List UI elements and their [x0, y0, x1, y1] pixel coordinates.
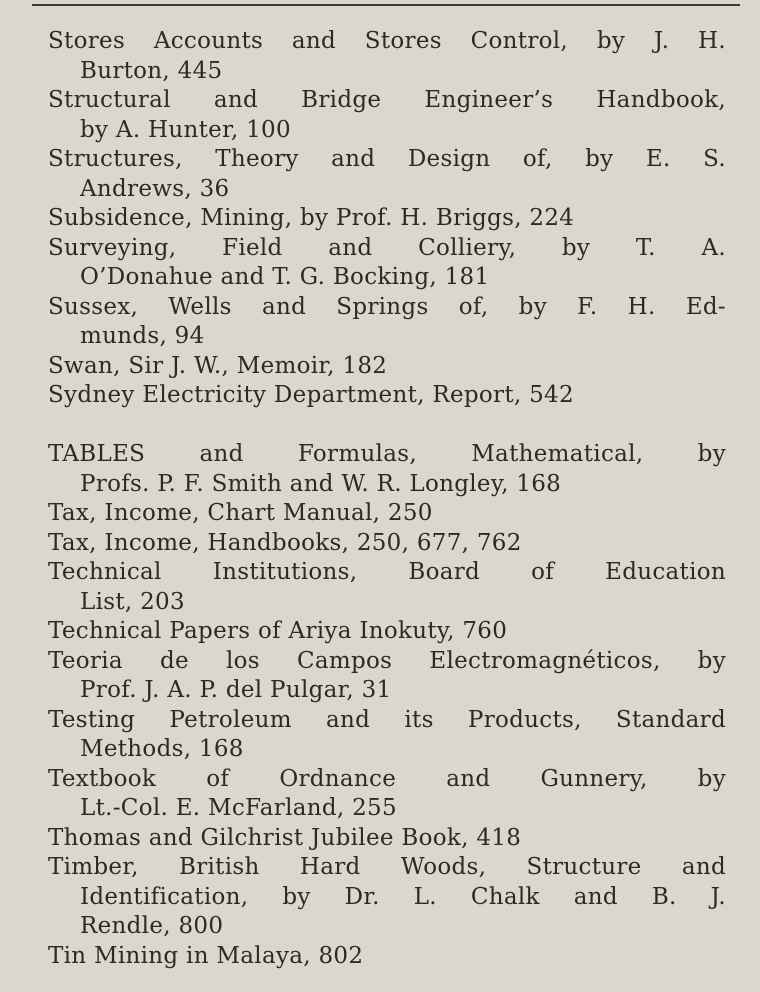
index-entry — [48, 824, 726, 854]
entry-continuation-line: Prof. J. A. P. del Pulgar, 31 — [80, 677, 392, 703]
top-rule — [32, 4, 740, 6]
entry-line: Technical Institutions, Board of Education — [48, 559, 726, 585]
entry-line: Surveying, Field and Colliery, by T. A. — [48, 234, 726, 261]
entry-line: Tax, Income, Handbooks, 250, 677, 762 — [48, 529, 522, 556]
entry-continuation-line: List, 203 — [80, 588, 185, 615]
index-entry — [48, 853, 726, 942]
index-entry — [48, 381, 726, 411]
section-gap — [48, 411, 726, 441]
entry-continuation-line: O’Donahue and T. G. Bocking, 181 — [80, 264, 490, 290]
index-entry — [48, 352, 726, 382]
entry-line: Tin Mining in Malaya, 802 — [48, 942, 364, 969]
index-entry — [48, 706, 726, 765]
index-entry — [48, 617, 726, 647]
entry-line: Structures, Theory and Design of, by E. S. — [48, 146, 726, 172]
index-listing — [48, 27, 726, 971]
index-entry — [48, 27, 726, 86]
entry-line: Testing Petroleum and its Products, Standard — [48, 706, 726, 733]
entry-line: Tax, Income, Chart Manual, 250 — [48, 500, 433, 526]
entry-line: Swan, Sir J. W., Memoir, 182 — [48, 352, 388, 379]
index-entry — [48, 145, 726, 204]
index-entry — [48, 86, 726, 145]
index-entry — [48, 765, 726, 824]
entry-continuation-line: Lt.-Col. E. McFarland, 255 — [80, 795, 397, 821]
entry-line: Subsidence, Mining, by Prof. H. Briggs, 224 — [48, 205, 575, 231]
entry-line: Thomas and Gilchrist Jubilee Book, 418 — [48, 824, 522, 851]
entry-continuation-line: Identification, by Dr. L. Chalk and B. J. — [80, 883, 726, 910]
entry-line: Structural and Bridge Engineer’s Handbook, — [48, 87, 726, 113]
entry-line: Teoria de los Campos Electromagnéticos, by — [48, 647, 726, 674]
entry-line: Textbook of Ordnance and Gunnery, by — [48, 765, 726, 792]
index-entry — [48, 293, 726, 352]
entry-line: TABLES and Formulas, Mathematical, by — [48, 441, 726, 467]
index-entry — [48, 558, 726, 617]
index-entry — [48, 499, 726, 529]
entry-line: Timber, British Hard Woods, Structure and — [48, 854, 726, 880]
entry-continuation-line: Profs. P. F. Smith and W. R. Longley, 168 — [80, 470, 562, 497]
entry-line: Technical Papers of Ariya Inokuty, 760 — [48, 618, 508, 644]
entry-continuation-line: by A. Hunter, 100 — [80, 116, 291, 143]
index-entry — [48, 204, 726, 234]
entry-continuation-line: Rendle, 800 — [80, 913, 224, 939]
index-entry — [48, 234, 726, 293]
entry-line: Sydney Electricity Department, Report, 542 — [48, 382, 574, 408]
entry-continuation-line: munds, 94 — [80, 323, 205, 349]
index-entry — [48, 647, 726, 706]
index-entry — [48, 440, 726, 499]
entry-continuation-line: Methods, 168 — [80, 736, 244, 762]
entry-continuation-line: Burton, 445 — [80, 57, 223, 84]
entry-continuation-line: Andrews, 36 — [80, 175, 230, 202]
index-entry — [48, 529, 726, 559]
index-entry — [48, 942, 726, 972]
entry-line: Sussex, Wells and Springs of, by F. H. Ed- — [48, 293, 726, 320]
entry-line: Stores Accounts and Stores Control, by J. H. — [48, 28, 726, 54]
